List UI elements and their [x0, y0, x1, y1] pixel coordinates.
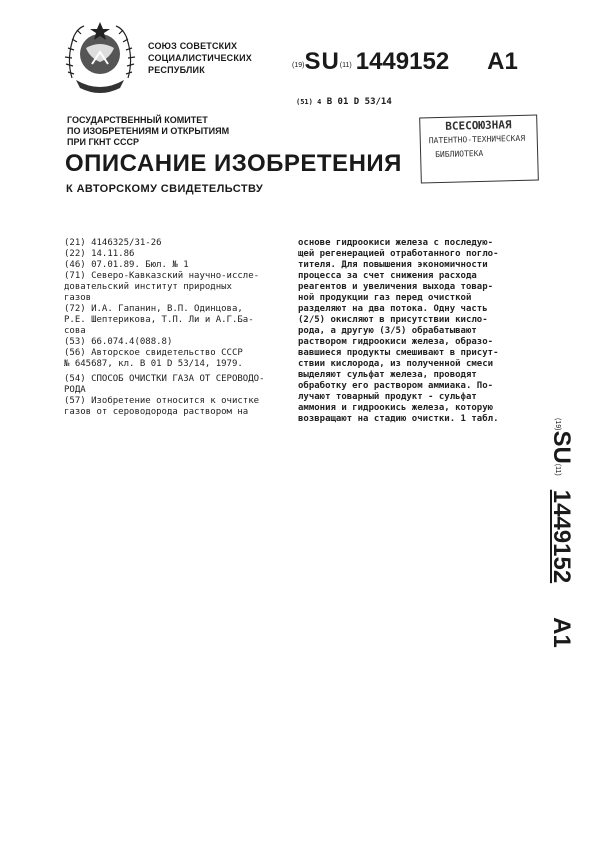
state-emblem-icon	[62, 18, 138, 98]
biblio-line: (46) 07.01.89. Бюл. № 1	[64, 260, 189, 270]
union-line: СОЮЗ СОВЕТСКИХ	[148, 41, 238, 51]
committee-line: ПРИ ГКНТ СССР	[67, 137, 140, 147]
committee-name	[67, 115, 229, 148]
abstract-line: обработку его раствором аммиака. По-	[298, 381, 494, 391]
abstract-line: тителя. Для повышения экономичности	[298, 260, 488, 270]
biblio-line: Р.Е. Шептерикова, Т.П. Ли и А.Г.Ба-	[64, 315, 254, 325]
side-patent-number: 1449152	[548, 489, 575, 584]
abstract-line: раствором гидроокиси железа, образо-	[298, 337, 494, 347]
document-subtitle: К АВТОРСКОМУ СВИДЕТЕЛЬСТВУ	[66, 183, 264, 195]
biblio-line: (22) 14.11.86	[64, 249, 135, 259]
side-country-code: SU	[548, 430, 575, 464]
abstract-line: газов от сероводорода раствором на	[64, 407, 249, 417]
biblio-line: (21) 4146325/31-26	[64, 238, 162, 248]
stamp-line: ПАТЕНТНО-ТЕХНИЧЕСКАЯ	[428, 133, 526, 146]
committee-line: ПО ИЗОБРЕТЕНИЯМ И ОТКРЫТИЯМ	[67, 126, 230, 136]
biblio-line: № 645687, кл. В 01 D 53/14, 1979.	[64, 359, 243, 369]
abstract-line: ствии кислорода, из полученной смеси	[298, 359, 494, 369]
invention-title-line: РОДА	[64, 385, 86, 395]
code-19-label: (19)	[292, 62, 305, 69]
abstract-line: выделяют сульфат железа, проводят	[298, 370, 477, 380]
abstract-line: вавшиеся продукты смешивают в присут-	[298, 348, 499, 358]
biblio-line: сова	[64, 326, 86, 336]
publication-code	[292, 48, 518, 76]
abstract-line: основе гидроокиси железа с последую-	[298, 238, 494, 248]
country-code: SU	[304, 48, 340, 75]
biblio-line: (56) Авторское свидетельство СССР	[64, 348, 243, 358]
document-title: ОПИСАНИЕ ИЗОБРЕТЕНИЯ	[65, 150, 402, 177]
biblio-line: (71) Северо-Кавказский научно-иссле-	[64, 271, 260, 281]
biblio-line: довательский институт природных	[64, 282, 232, 292]
abstract-line: (2/5) окисляют в присутствии кисло-	[298, 315, 488, 325]
library-stamp	[419, 114, 539, 183]
union-line: СОЦИАЛИСТИЧЕСКИХ	[148, 53, 252, 63]
abstract-line: щей регенерацией отработанного погло-	[298, 249, 499, 259]
side-publication-code	[548, 418, 578, 680]
union-line: РЕСПУБЛИК	[148, 65, 205, 75]
stamp-line: ВСЕСОЮЗНАЯ	[445, 118, 512, 133]
abstract-line: возвращают на стадию очистки. 1 табл.	[298, 414, 499, 424]
abstract-line: ной продукции газ перед очисткой	[298, 293, 472, 303]
biblio-line: (53) 66.074.4(088.8)	[64, 337, 173, 347]
union-name	[148, 40, 252, 76]
kind-code: A1	[487, 48, 518, 75]
biblio-line: газов	[64, 293, 92, 303]
abstract-line: лучают товарный продукт - сульфат	[298, 392, 477, 402]
abstract-line: рода, а другую (3/5) обрабатывают	[298, 326, 477, 336]
side-kind-code: A1	[548, 617, 575, 648]
committee-line: ГОСУДАРСТВЕННЫЙ КОМИТЕТ	[67, 115, 208, 125]
ipc-classification	[296, 97, 392, 107]
ipc-value: B 01 D 53/14	[326, 97, 392, 107]
side-code-text	[547, 418, 575, 648]
abstract-line: аммония и гидроокись железа, которую	[298, 403, 494, 413]
abstract-line: разделяют на два потока. Одну часть	[298, 304, 488, 314]
abstract-line: процесса за счет снижения расхода	[298, 271, 477, 281]
side-code-19-label: (19)	[554, 418, 561, 431]
abstract-line: (57) Изобретение относится к очистке	[64, 396, 260, 406]
code-11-label: (11)	[339, 62, 352, 69]
bibliographic-column	[64, 238, 284, 418]
abstract-column	[298, 238, 528, 425]
stamp-line: БИБЛИОТЕКА	[435, 148, 484, 160]
ipc-code-label: (51) 4	[296, 98, 322, 106]
abstract-line: реагентов и увеличения выхода товар-	[298, 282, 494, 292]
side-code-11-label: (11)	[554, 463, 561, 476]
biblio-line: (72) И.А. Гапанин, В.П. Одинцова,	[64, 304, 243, 314]
patent-number: 1449152	[355, 48, 450, 75]
invention-title-line: (54) СПОСОБ ОЧИСТКИ ГАЗА ОТ СЕРОВОДО-	[64, 374, 265, 384]
